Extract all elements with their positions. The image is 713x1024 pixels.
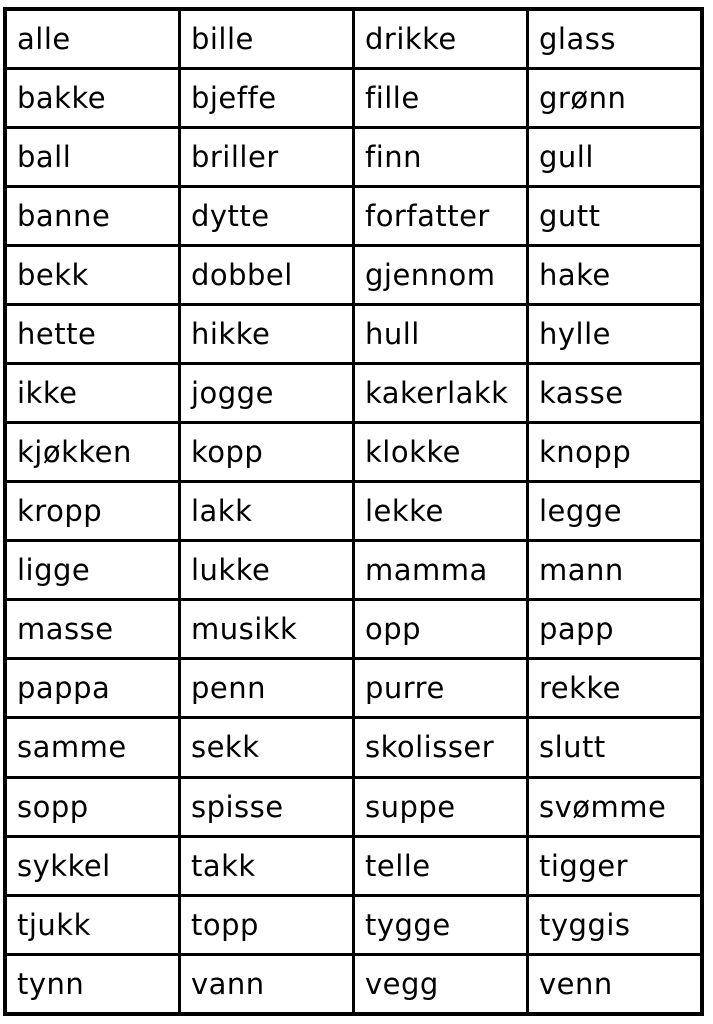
word-cell: hull bbox=[353, 305, 527, 364]
word-cell: tynn bbox=[5, 954, 179, 1014]
table-row bbox=[5, 895, 702, 954]
table-row bbox=[5, 954, 702, 1014]
word-table-body bbox=[5, 9, 702, 1014]
word-cell: skolisser bbox=[353, 718, 527, 777]
word-cell: papp bbox=[528, 600, 703, 659]
word-cell: vegg bbox=[353, 954, 527, 1014]
table-row bbox=[5, 541, 702, 600]
word-cell: mamma bbox=[353, 541, 527, 600]
word-cell: tjukk bbox=[5, 895, 179, 954]
word-cell: knopp bbox=[528, 423, 703, 482]
word-cell: jogge bbox=[179, 364, 353, 423]
word-cell: gutt bbox=[528, 187, 703, 246]
table-row bbox=[5, 600, 702, 659]
table-row bbox=[5, 69, 702, 128]
word-cell: lekke bbox=[353, 482, 527, 541]
word-cell: lakk bbox=[179, 482, 353, 541]
word-cell: finn bbox=[353, 128, 527, 187]
word-cell: ball bbox=[5, 128, 179, 187]
word-cell: kjøkken bbox=[5, 423, 179, 482]
table-row bbox=[5, 836, 702, 895]
word-cell: ikke bbox=[5, 364, 179, 423]
word-cell: hake bbox=[528, 246, 703, 305]
word-cell: dytte bbox=[179, 187, 353, 246]
word-table bbox=[3, 7, 704, 1016]
word-cell: ligge bbox=[5, 541, 179, 600]
word-cell: pappa bbox=[5, 659, 179, 718]
word-cell: mann bbox=[528, 541, 703, 600]
word-cell: takk bbox=[179, 836, 353, 895]
word-cell: bekk bbox=[5, 246, 179, 305]
word-cell: forfatter bbox=[353, 187, 527, 246]
word-cell: telle bbox=[353, 836, 527, 895]
word-cell: alle bbox=[5, 9, 179, 69]
table-row bbox=[5, 187, 702, 246]
word-cell: sekk bbox=[179, 718, 353, 777]
table-row bbox=[5, 482, 702, 541]
word-cell: lukke bbox=[179, 541, 353, 600]
word-cell: briller bbox=[179, 128, 353, 187]
word-cell: penn bbox=[179, 659, 353, 718]
word-cell: tygge bbox=[353, 895, 527, 954]
word-cell: hylle bbox=[528, 305, 703, 364]
word-cell: dobbel bbox=[179, 246, 353, 305]
word-cell: kopp bbox=[179, 423, 353, 482]
word-cell: masse bbox=[5, 600, 179, 659]
word-cell: purre bbox=[353, 659, 527, 718]
word-cell: opp bbox=[353, 600, 527, 659]
word-cell: kasse bbox=[528, 364, 703, 423]
word-cell: sykkel bbox=[5, 836, 179, 895]
table-row bbox=[5, 777, 702, 836]
table-row bbox=[5, 659, 702, 718]
table-row bbox=[5, 246, 702, 305]
word-cell: topp bbox=[179, 895, 353, 954]
word-cell: vann bbox=[179, 954, 353, 1014]
word-cell: bjeffe bbox=[179, 69, 353, 128]
word-cell: hette bbox=[5, 305, 179, 364]
word-cell: rekke bbox=[528, 659, 703, 718]
word-cell: hikke bbox=[179, 305, 353, 364]
table-row bbox=[5, 9, 702, 69]
table-row bbox=[5, 423, 702, 482]
word-cell: tyggis bbox=[528, 895, 703, 954]
word-cell: banne bbox=[5, 187, 179, 246]
table-row bbox=[5, 128, 702, 187]
word-cell: tigger bbox=[528, 836, 703, 895]
word-cell: kakerlakk bbox=[353, 364, 527, 423]
word-cell: gjennom bbox=[353, 246, 527, 305]
word-cell: venn bbox=[528, 954, 703, 1014]
word-cell: klokke bbox=[353, 423, 527, 482]
word-cell: gull bbox=[528, 128, 703, 187]
word-cell: samme bbox=[5, 718, 179, 777]
table-row bbox=[5, 718, 702, 777]
word-cell: svømme bbox=[528, 777, 703, 836]
table-row bbox=[5, 305, 702, 364]
word-cell: legge bbox=[528, 482, 703, 541]
word-cell: suppe bbox=[353, 777, 527, 836]
word-cell: spisse bbox=[179, 777, 353, 836]
word-cell: musikk bbox=[179, 600, 353, 659]
word-cell: bakke bbox=[5, 69, 179, 128]
word-cell: bille bbox=[179, 9, 353, 69]
word-cell: sopp bbox=[5, 777, 179, 836]
word-cell: slutt bbox=[528, 718, 703, 777]
word-cell: drikke bbox=[353, 9, 527, 69]
word-cell: glass bbox=[528, 9, 703, 69]
word-cell: grønn bbox=[528, 69, 703, 128]
word-cell: kropp bbox=[5, 482, 179, 541]
word-cell: fille bbox=[353, 69, 527, 128]
table-row bbox=[5, 364, 702, 423]
